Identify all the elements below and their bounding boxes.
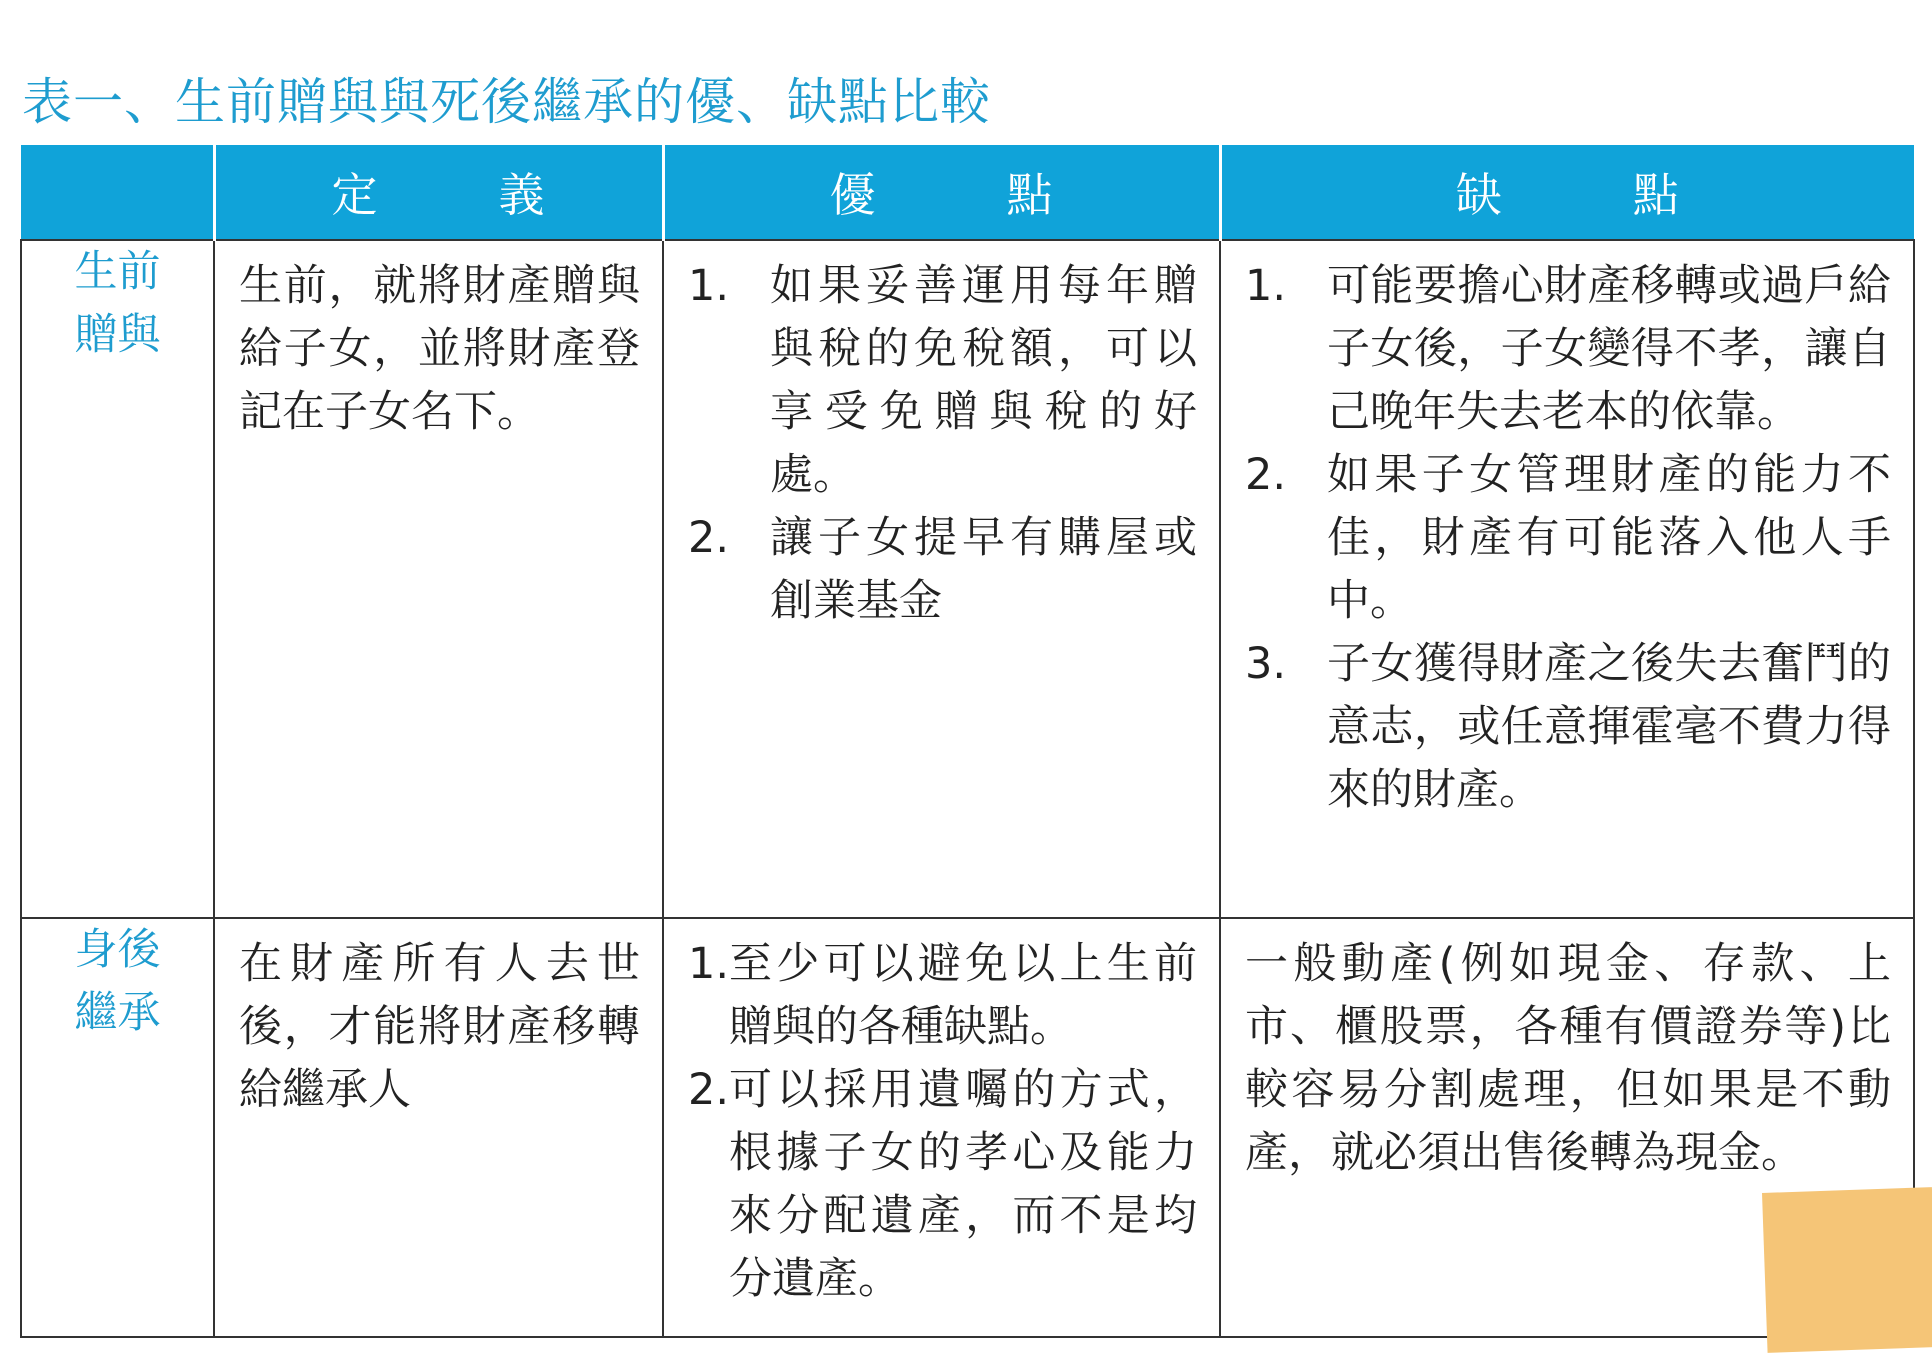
row-label-inheritance: 身後 繼承: [21, 918, 214, 1337]
decorative-sticky-note: [1762, 1187, 1932, 1353]
table-row-lifetime-gift: [21, 240, 1914, 918]
cell-cons: 一般動產(例如現金、存款、上市、櫃股票，各種有價證券等)比較容易分割處理，但如果是不動產，就必須出售後轉為現金。: [1220, 918, 1914, 1337]
list-item: 2. 如果子女管理財產的能力不佳，財產有可能落入他人手中。: [1245, 450, 1891, 626]
list-item: 1. 如果妥善運用每年贈與稅的免稅額，可以享受免贈與稅的好處。: [688, 261, 1197, 500]
table-row-inheritance: [21, 918, 1914, 1337]
cell-definition: 生前，就將財產贈與給子女，並將財產登記在子女名下。: [214, 240, 663, 918]
header-pros: 優 點: [663, 145, 1220, 240]
table-title: 表一、生前贈與與死後繼承的優、缺點比較: [22, 73, 991, 131]
header-corner: [21, 145, 214, 240]
cell-cons: [1220, 240, 1914, 918]
list-item: 3. 子女獲得財產之後失去奮鬥的意志，或任意揮霍毫不費力得來的財產。: [1245, 639, 1891, 815]
comparison-table: [20, 145, 1915, 1338]
list-item: 2. 讓子女提早有購屋或創業基金: [688, 513, 1197, 626]
cell-pros: [663, 240, 1220, 918]
header-row: [21, 145, 1914, 240]
header-cons: 缺 點: [1220, 145, 1914, 240]
header-definition: 定 義: [214, 145, 663, 240]
cell-definition: 在財產所有人去世後，才能將財產移轉給繼承人: [214, 918, 663, 1337]
list-item: 1. 可能要擔心財產移轉或過戶給子女後，子女變得不孝，讓自己晚年失去老本的依靠。: [1245, 261, 1891, 437]
row-label-lifetime-gift: 生前 贈與: [21, 240, 214, 918]
list-item: 2. 可以採用遺囑的方式，根據子女的孝心及能力來分配遺產，而不是均分遺產。: [688, 1065, 1197, 1304]
list-item: 1. 至少可以避免以上生前贈與的各種缺點。: [688, 939, 1197, 1052]
cell-pros: [663, 918, 1220, 1337]
